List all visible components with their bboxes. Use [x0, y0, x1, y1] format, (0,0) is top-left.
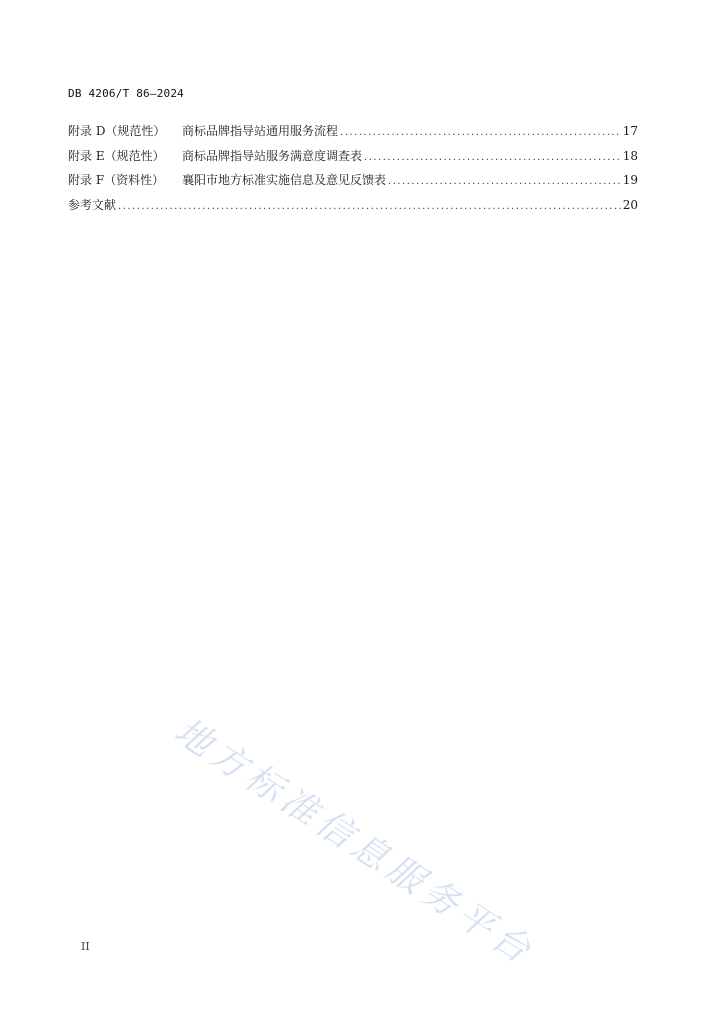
toc-entry-label: 附录 E（规范性） [68, 148, 165, 163]
toc-entry-label: 附录 D（规范性） [68, 124, 166, 138]
toc-entry-appendix-d[interactable] [68, 122, 638, 147]
toc-leader-dots [388, 176, 621, 187]
toc-entry-appendix-e[interactable] [68, 147, 638, 172]
toc-leader-dots [364, 152, 621, 163]
toc-entry-label: 附录 F（资料性） [68, 173, 165, 187]
watermark: 地方标准信息服务平台 [167, 710, 542, 974]
toc-entry-title: 商标品牌指导站服务满意度调查表 [182, 148, 363, 163]
toc-entry-title: 襄阳市地方标准实施信息及意见反馈表 [182, 173, 387, 187]
toc-leader-dots [340, 127, 621, 138]
toc-entry-references[interactable] [68, 196, 638, 221]
standard-code: DB 4206/T 86—2024 [68, 87, 184, 100]
toc-entry-page: 19 [622, 173, 638, 187]
table-of-contents [68, 122, 638, 220]
toc-entry-page: 18 [622, 148, 638, 163]
page-number: II [81, 940, 90, 953]
toc-entry-appendix-f[interactable] [68, 171, 638, 196]
toc-leader-dots [118, 201, 621, 212]
toc-entry-title: 参考文献 [68, 197, 117, 212]
toc-entry-title: 商标品牌指导站通用服务流程 [182, 124, 339, 138]
toc-entry-page: 17 [622, 124, 638, 138]
toc-entry-page: 20 [622, 197, 638, 212]
